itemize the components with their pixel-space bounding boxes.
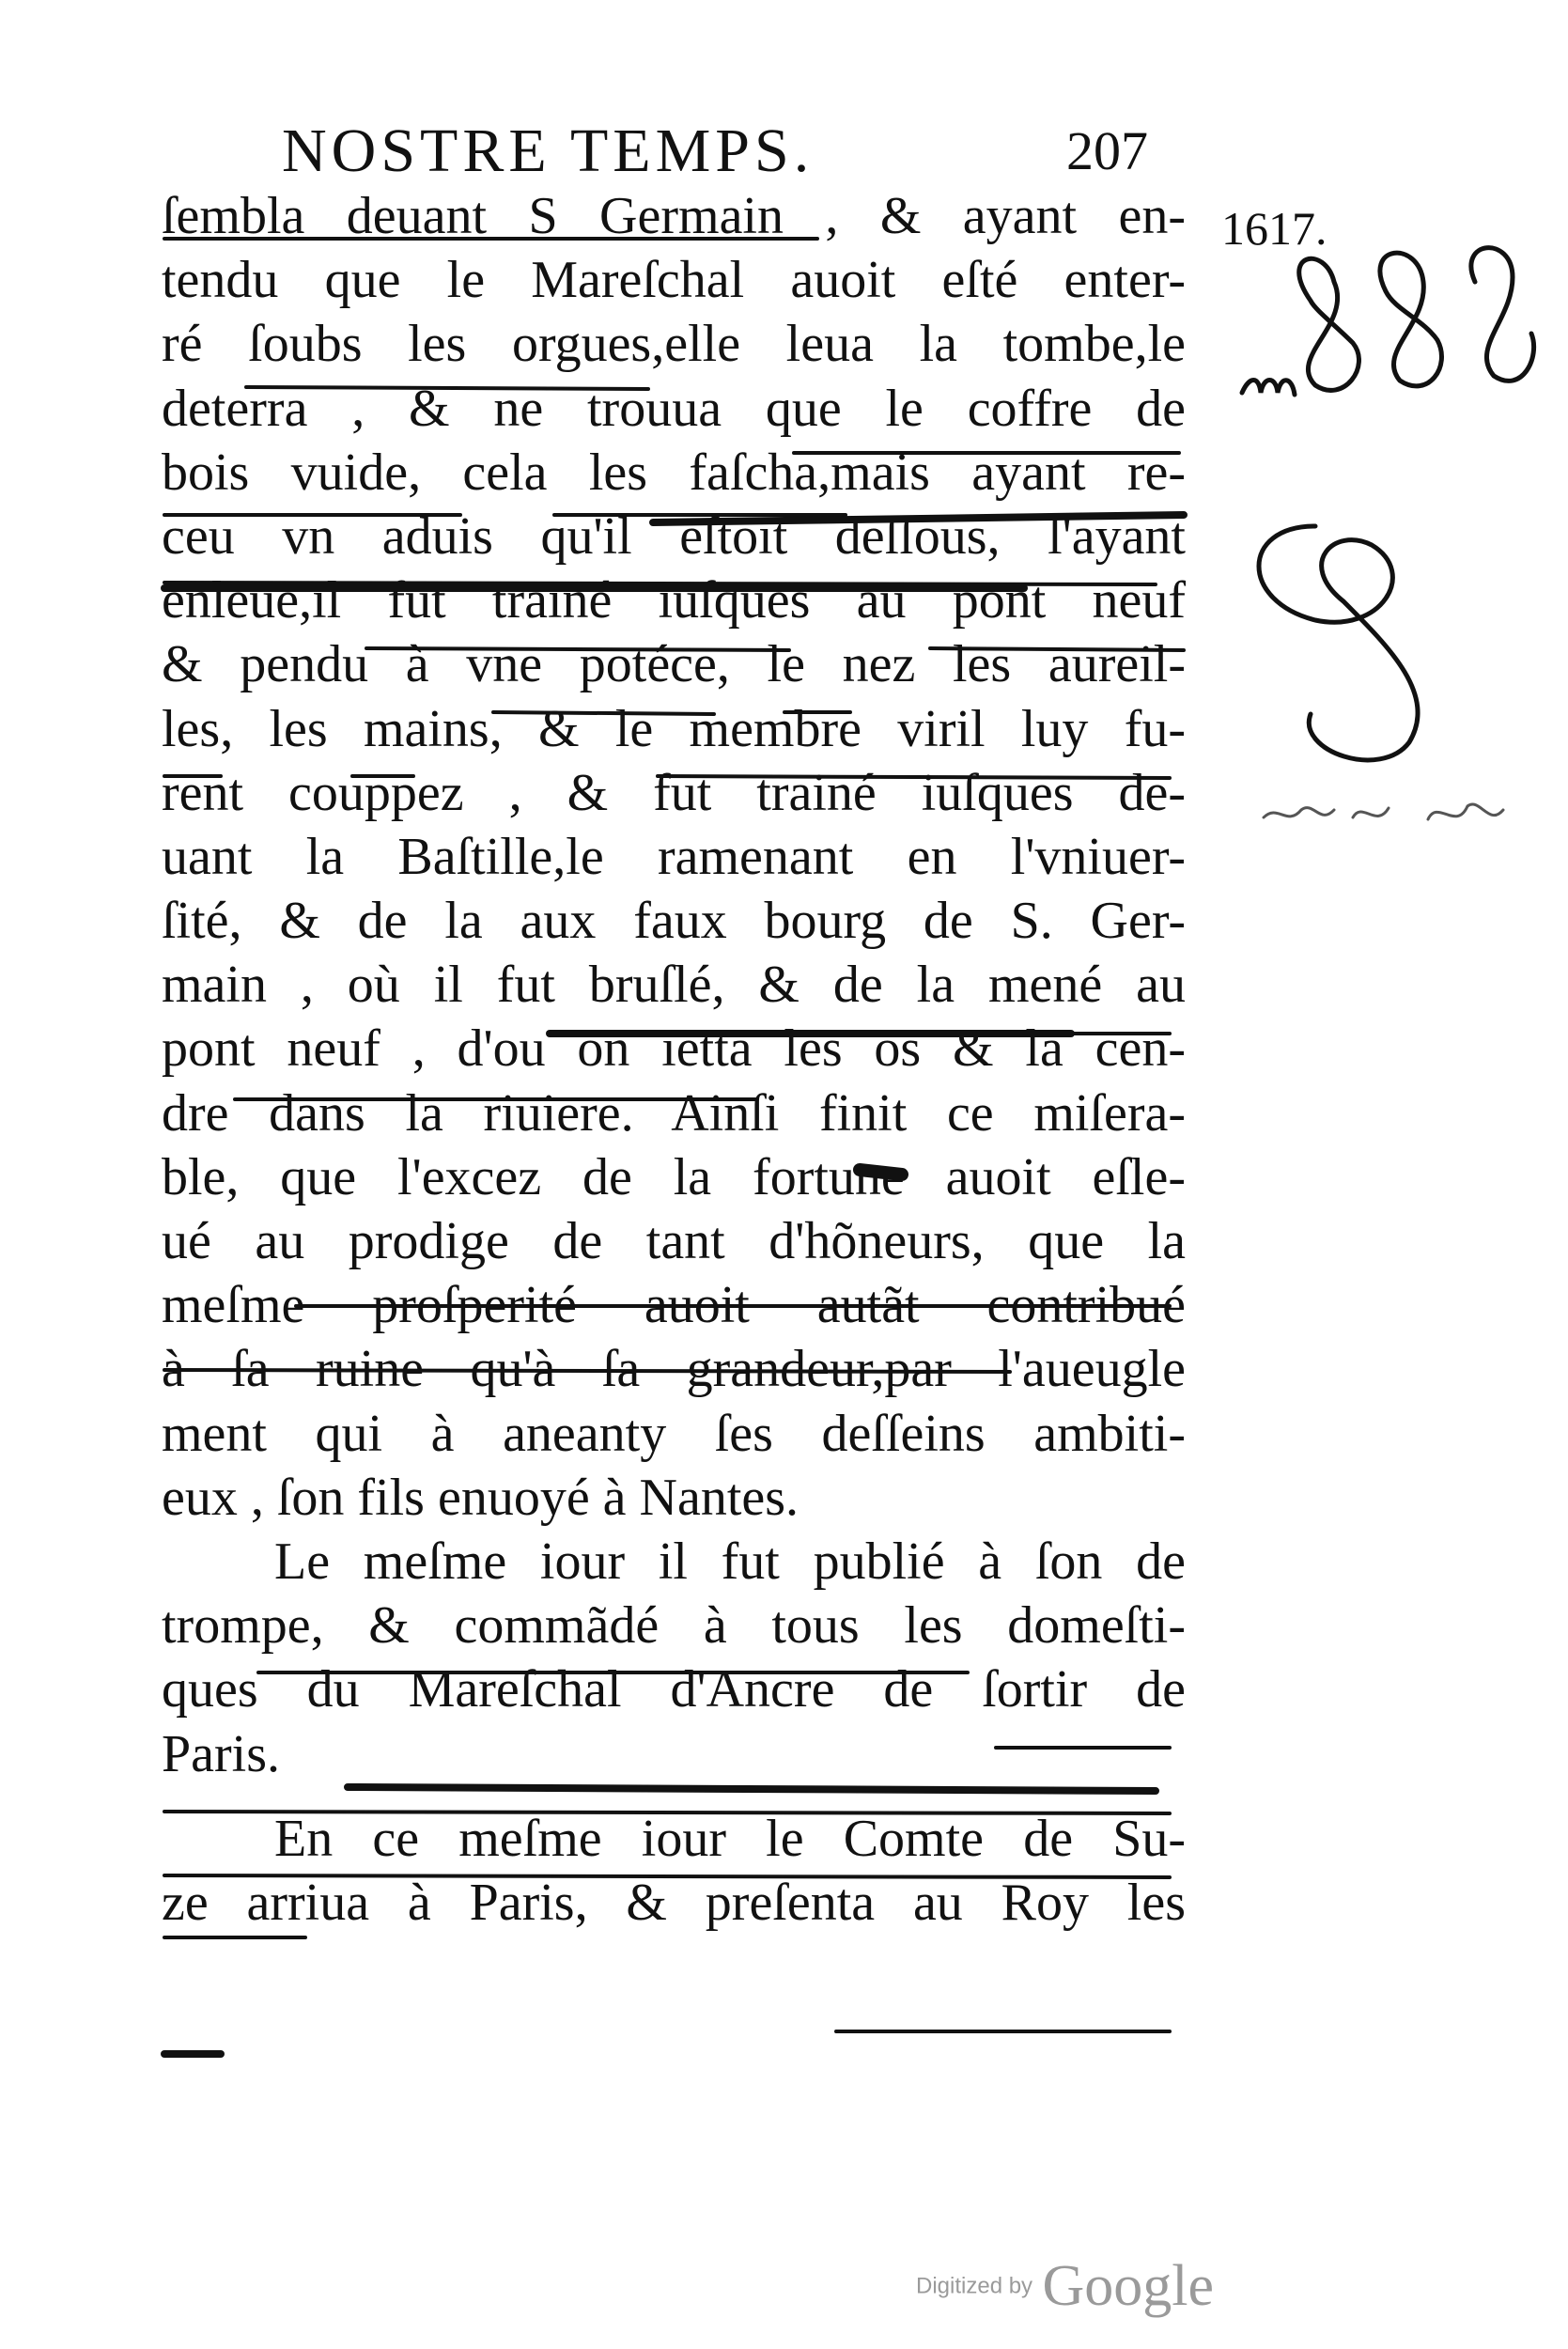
text-line: les, les mains, & le membre viril luy fu- [162,699,1186,758]
margin-scribble-888 [1299,258,1359,390]
text-line: dre dans la riuiere. Ainſi finit ce miſera- [162,1083,1186,1143]
text-line: & pendu à vne potéce, le nez les aureil- [162,635,1186,694]
text-line: ment qui à aneanty ſes deſſeins ambiti- [162,1404,1186,1463]
running-title: NOSTRE TEMPS. [282,117,815,185]
text-line: à ſa ruine qu'à ſa grandeur,par l'aueugle [162,1340,1186,1399]
text-line: ué au prodige de tant d'hõneurs, que la [162,1212,1186,1270]
text-line: eux , ſon fils enuoyé à Nantes. [162,1468,800,1527]
text-line: tendu que le Mareſchal auoit eſté enter- [162,251,1186,310]
text-line: ques du Mareſchal d'Ancre de ſortir de [162,1660,1186,1719]
paragraph-start-line: Le meſme iour il fut publié à ſon de [274,1532,1186,1591]
text-line: Paris. [162,1724,280,1783]
text-line: ble, que l'excez de la fortune auoit eſle- [162,1147,1186,1206]
margin-scribble-faint [1264,804,1503,819]
digitized-by-watermark [916,2253,1214,2320]
text-line: meſme proſperité auoit autãt contribué [162,1276,1186,1335]
google-logo: Google [1042,2254,1215,2318]
text-line: uant la Baſtille,le ramenant en l'vniuer- [162,827,1186,886]
text-line: ré ſoubs les orgues,elle leua la tombe,le [162,315,1186,374]
text-line: enleue,il fut trainé iuſques au pont neuf [162,571,1186,630]
text-line: ze arriua à Paris, & preſenta au Roy les [162,1873,1186,1932]
body-text [162,184,1186,1935]
text-line: ſité, & de la aux faux bourg de S. Ger- [162,892,1186,951]
margin-scribble-888 [1380,253,1442,386]
page-number: 207 [1066,120,1148,181]
text-line: bois vuide, cela les faſcha,mais ayant re- [162,443,1186,502]
paragraph-start-line: En ce meſme iour le Comte de Su- [274,1809,1186,1868]
digitized-by-label: Digitized by [916,2273,1033,2299]
margin-scribble-m [1242,381,1295,396]
text-line: pont neuf , d'ou on ietta les os & la cen- [162,1019,1186,1079]
text-line: ceu vn aduis qu'il eſtoit deſſous, l'ayant [162,506,1186,566]
text-line: main , où il fut bruſlé, & de la mené au [162,956,1186,1015]
text-line: deterra , & ne trouua que le coffre de [162,379,1186,438]
text-line: rent couppez , & fut trainé iuſques de- [162,763,1186,822]
margin-scribble-g [1259,526,1418,760]
margin-year: 1617. [1221,202,1327,255]
text-line: ſembla deuant S Germain , & ayant en- [162,187,1186,245]
text-line: trompe, & commãdé à tous les domeſti- [162,1596,1186,1656]
margin-scribble-888 [1471,248,1534,381]
